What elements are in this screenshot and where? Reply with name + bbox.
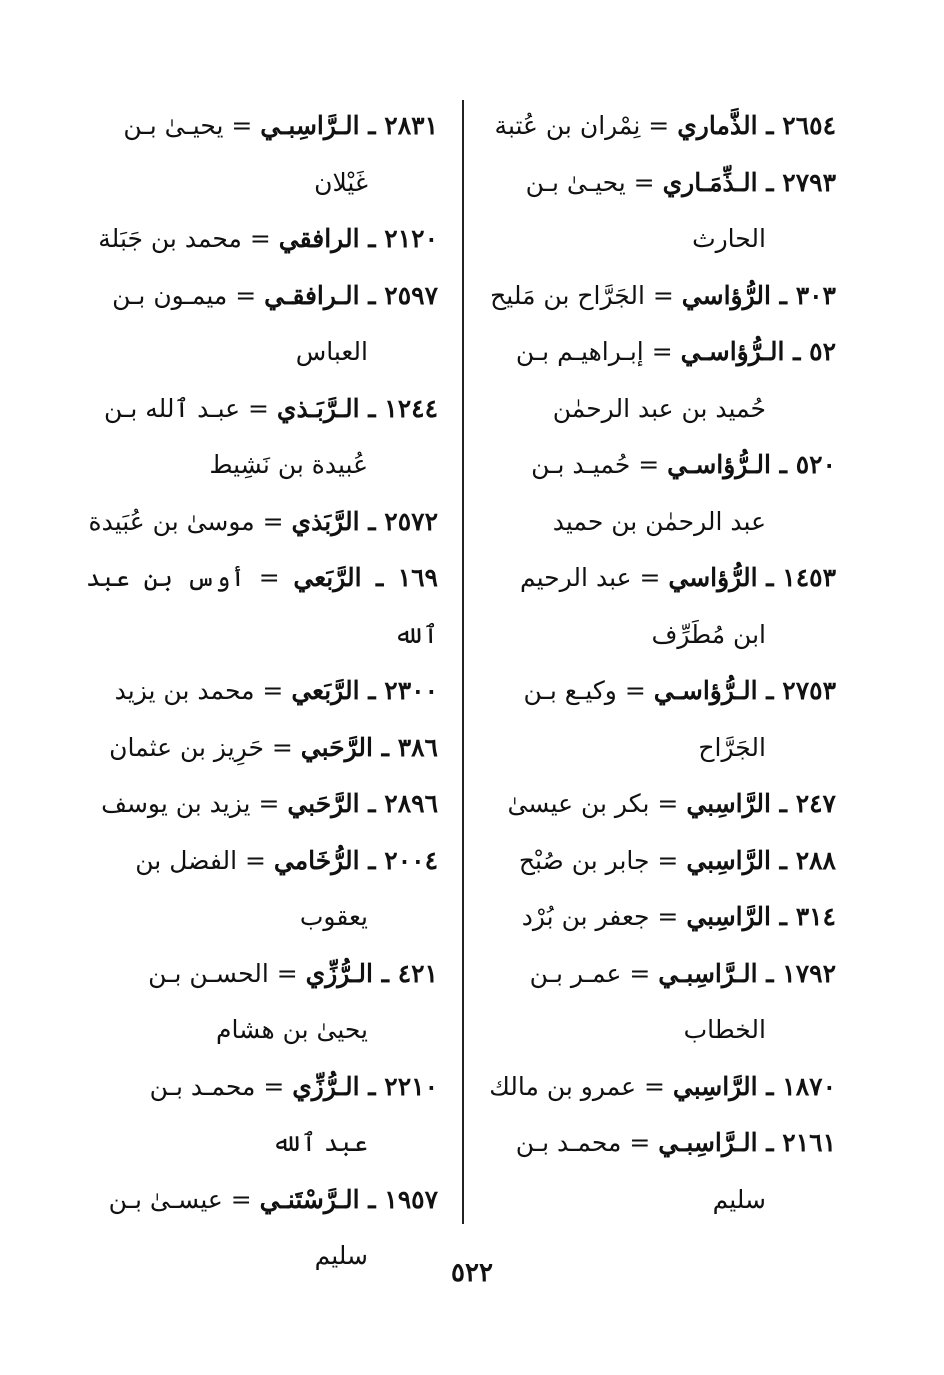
entry-nisba: الرُّؤاسي <box>681 280 771 310</box>
entry-continuation: عبد الرحمٰن بن حميد <box>552 506 766 536</box>
entry-continuation: حُميد بن عبد الرحمٰن <box>552 393 766 423</box>
entry-number: ٣٠٣ <box>795 280 836 310</box>
entry-nisba: الـرَّسْتَنـي <box>259 1184 360 1214</box>
entry-name: أوس بن عبد ٱلله <box>86 563 438 649</box>
entry-name: عمرو بن مالك <box>489 1071 637 1101</box>
entry-nisba: الـرَّاسِبـي <box>658 958 758 988</box>
entry-separator: ـ <box>770 280 796 310</box>
entry-nisba: الـرافقـي <box>264 280 360 310</box>
index-entry <box>86 98 438 211</box>
entry-name: وكيـع بـن <box>523 676 617 705</box>
entry-number: ١٧٩٢ <box>782 958 836 988</box>
entry-nisba: الرَّحَبي <box>287 789 360 818</box>
page-number: ٥٢٢ <box>451 1258 493 1288</box>
entry-continuation: عبد ٱلله <box>272 1128 368 1157</box>
entry-separator: ـ <box>359 1071 385 1101</box>
entry-number: ٣٨٦ <box>397 732 438 762</box>
index-entry <box>484 833 836 890</box>
entry-equals: = <box>245 563 294 592</box>
entry-number: ٢٦٥٤ <box>782 111 836 140</box>
entry-separator: ـ <box>770 902 796 931</box>
entry-equals: = <box>636 1071 673 1101</box>
index-entry <box>86 946 438 1059</box>
entry-name: حُميـد بـن <box>531 450 631 479</box>
index-entry <box>484 663 836 776</box>
entry-number: ٥٢٠ <box>795 450 836 479</box>
entry-nisba: الرُّخَامي <box>273 845 360 875</box>
entry-name: بكر بن عيسىٰ <box>507 789 650 818</box>
entry-number: ٢٨٩٦ <box>384 789 438 818</box>
entry-separator: ـ <box>372 732 398 762</box>
entry-equals: = <box>227 280 265 310</box>
entry-number: ٥٢ <box>809 337 836 366</box>
entry-name: يزيد بن يوسف <box>101 789 251 818</box>
index-column-left <box>86 98 438 1285</box>
entry-number: ٢٧٩٣ <box>782 167 836 197</box>
entry-name: حَرِيز بن عثمان <box>109 732 264 762</box>
entry-nisba: الرافقي <box>278 224 360 253</box>
entry-equals: = <box>254 506 292 536</box>
entry-name: محمد بن يزيد <box>114 676 255 705</box>
entry-separator: ـ <box>359 111 385 140</box>
entry-nisba: الرَّاسِبي <box>686 902 771 931</box>
entry-equals: = <box>254 676 292 705</box>
entry-number: ٢٤٧ <box>795 789 836 818</box>
entry-equals: = <box>643 337 681 366</box>
entry-equals: = <box>640 111 678 140</box>
entry-equals: = <box>621 958 659 988</box>
entry-nisba: الـرُّؤاسـي <box>680 337 785 366</box>
entry-name: جعفر بن بُرْد <box>521 902 650 931</box>
entry-nisba: الرَّحَبي <box>300 732 373 762</box>
entry-equals: = <box>644 280 682 310</box>
entry-equals: = <box>263 732 301 762</box>
entry-number: ١٢٤٤ <box>384 393 438 423</box>
entry-continuation: العباس <box>295 337 368 366</box>
entry-equals: = <box>649 845 687 875</box>
entry-separator: ـ <box>359 789 385 818</box>
entry-separator: ـ <box>770 789 796 818</box>
entry-equals: = <box>250 789 288 818</box>
index-entry <box>484 776 836 833</box>
entry-separator: ـ <box>757 958 783 988</box>
entry-number: ٢١٢٠ <box>384 224 438 253</box>
entry-nisba: الـرُّؤاسـي <box>653 676 758 705</box>
entry-continuation: يحيىٰ بن هشام <box>216 1015 368 1044</box>
entry-nisba: الـرَّاسِبـي <box>658 1128 758 1157</box>
entry-separator: ـ <box>757 167 783 197</box>
entry-nisba: الـرُّزِّي <box>305 958 373 988</box>
entry-name: ميمـون بـن <box>112 280 228 310</box>
entry-equals: = <box>625 167 663 197</box>
entry-nisba: الرَّبَعي <box>293 563 362 592</box>
entry-equals: = <box>268 958 306 988</box>
entry-name: عبـد ٱلله بـن <box>103 393 241 423</box>
entry-name: يحيـىٰ بـن <box>525 167 626 197</box>
entry-name: الفضل بن <box>135 845 238 875</box>
entry-number: ٣١٤ <box>795 902 836 931</box>
entry-number: ٢٥٧٢ <box>384 506 438 536</box>
entry-nisba: الرَّاسِبي <box>686 789 771 818</box>
index-entry <box>484 155 836 268</box>
entry-separator: ـ <box>359 845 385 875</box>
entry-nisba: الرَّبَعي <box>291 676 360 705</box>
index-entry <box>86 720 438 777</box>
entry-continuation: الحارث <box>692 224 766 253</box>
entry-name: الحسـن بـن <box>148 958 269 988</box>
entry-nisba: الرُّؤاسي <box>668 563 758 592</box>
entry-number: ٢٨٨ <box>795 845 836 875</box>
entry-number: ١٤٥٣ <box>782 563 836 592</box>
entry-nisba: الرَّبَذي <box>291 506 360 536</box>
entry-separator: ـ <box>770 450 796 479</box>
entry-equals: = <box>223 111 261 140</box>
index-column-right <box>484 98 836 1228</box>
entry-separator: ـ <box>361 563 398 592</box>
column-divider <box>462 100 464 1224</box>
entry-continuation: ابن مُطَرِّف <box>651 619 766 649</box>
entry-number: ٤٢١ <box>397 958 438 988</box>
entry-separator: ـ <box>757 563 783 592</box>
entry-name: يحيـىٰ بـن <box>123 111 224 140</box>
entry-separator: ـ <box>770 845 796 875</box>
entry-nisba: الذَّماري <box>677 111 758 140</box>
entry-number: ٢١٦١ <box>782 1128 836 1157</box>
entry-continuation: سليم <box>314 1241 368 1270</box>
entry-separator: ـ <box>757 1128 783 1157</box>
index-entry <box>484 437 836 550</box>
entry-nisba: الرَّاسِبي <box>672 1071 758 1101</box>
entry-name: إبـراهيـم بـن <box>515 337 644 366</box>
entry-number: ١٦٩ <box>397 563 438 592</box>
entry-number: ٢٠٠٤ <box>384 845 438 875</box>
entry-number: ٢٢١٠ <box>384 1071 438 1101</box>
entry-equals: = <box>241 224 279 253</box>
entry-nisba: الـرَّاسِبـي <box>260 111 360 140</box>
entry-name: محمد بن جَبَلة <box>98 224 242 253</box>
entry-separator: ـ <box>757 1071 783 1101</box>
entry-name: محمـد بـن <box>515 1128 622 1157</box>
index-entry <box>86 211 438 268</box>
entry-equals: = <box>255 1071 293 1101</box>
index-entry <box>86 381 438 494</box>
entry-separator: ـ <box>359 1184 385 1214</box>
entry-continuation: الخطاب <box>683 1015 766 1044</box>
index-entry <box>86 1059 438 1172</box>
index-entry <box>484 98 836 155</box>
entry-name: الجَرَّاح بن مَليح <box>490 280 645 310</box>
entry-equals: = <box>621 1128 659 1157</box>
entry-separator: ـ <box>359 224 385 253</box>
index-entry <box>484 550 836 663</box>
index-entry <box>86 833 438 946</box>
entry-name: جابر بن صُبْح <box>518 845 650 875</box>
entry-separator: ـ <box>359 280 385 310</box>
index-entry <box>86 776 438 833</box>
entry-separator: ـ <box>359 676 385 705</box>
entry-equals: = <box>240 393 277 423</box>
entry-number: ١٨٧٠ <box>782 1071 836 1101</box>
entry-equals: = <box>649 902 687 931</box>
entry-name: عيسـىٰ بـن <box>108 1184 223 1214</box>
entry-nisba: الـرُّؤاسـي <box>667 450 771 479</box>
entry-equals: = <box>616 676 654 705</box>
index-entry <box>484 1059 836 1116</box>
entry-equals: = <box>649 789 687 818</box>
entry-number: ٢٨٣١ <box>384 111 438 140</box>
entry-number: ٢٥٩٧ <box>384 280 438 310</box>
entry-nisba: الرَّاسِبي <box>686 845 771 875</box>
entry-separator: ـ <box>372 958 398 988</box>
entry-equals: = <box>631 563 669 592</box>
entry-number: ١٩٥٧ <box>384 1184 438 1214</box>
index-entry <box>86 494 438 551</box>
entry-name: موسىٰ بن عُبَيدة <box>88 506 255 536</box>
index-entry <box>86 550 438 663</box>
index-entry <box>484 889 836 946</box>
entry-continuation: سليم <box>712 1184 766 1214</box>
index-entry <box>484 268 836 325</box>
index-entry <box>484 324 836 437</box>
entry-equals: = <box>222 1184 260 1214</box>
entry-equals: = <box>237 845 274 875</box>
index-entry <box>86 663 438 720</box>
entry-continuation: الجَرَّاح <box>698 732 766 762</box>
entry-name: عمـر بـن <box>529 958 622 988</box>
entry-nisba: الـرَّبَـذي <box>276 393 360 423</box>
entry-name: عبد الرحيم <box>520 563 632 592</box>
entry-continuation: غَيْلان <box>314 167 368 197</box>
entry-name: محمـد بـن <box>149 1071 256 1101</box>
entry-separator: ـ <box>359 506 385 536</box>
entry-separator: ـ <box>757 676 783 705</box>
entry-number: ٢٣٠٠ <box>384 676 438 705</box>
entry-separator: ـ <box>359 393 385 423</box>
index-entry <box>484 1115 836 1228</box>
index-entry <box>86 268 438 381</box>
index-entry <box>484 946 836 1059</box>
entry-continuation: عُبيدة بن نَشِيط <box>209 450 368 479</box>
entry-separator: ـ <box>784 337 810 366</box>
entry-equals: = <box>630 450 668 479</box>
entry-name: نِمْران بن عُتبة <box>494 111 641 140</box>
entry-number: ٢٧٥٣ <box>782 676 836 705</box>
entry-separator: ـ <box>757 111 783 140</box>
entry-nisba: الـذِّمَـاري <box>662 167 758 197</box>
entry-continuation: يعقوب <box>299 902 368 931</box>
entry-nisba: الـرُّزِّي <box>292 1071 360 1101</box>
